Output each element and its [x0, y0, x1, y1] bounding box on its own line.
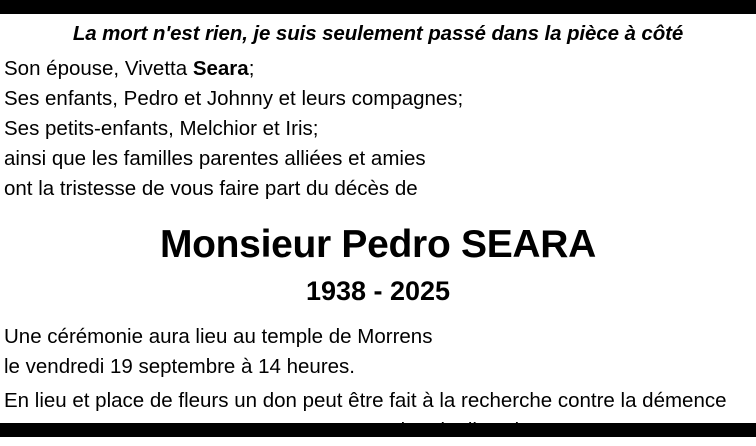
- spouse-suffix-text: ;: [248, 57, 255, 80]
- deceased-name: Monsieur Pedro SEARA: [159, 223, 597, 266]
- family-line-children: Ses enfants, Pedro et Johnny et leurs compagnes;: [4, 87, 464, 110]
- family-block: [4, 54, 752, 204]
- life-dates: 1938 - 2025: [305, 276, 451, 306]
- spouse-prefix-text: Son épouse, Vivetta: [4, 57, 193, 80]
- spouse-surname-text: Seara: [192, 57, 249, 80]
- family-line-spouse: [4, 54, 752, 84]
- epigraph-quote: La mort n'est rien, je suis seulement passé dans la pièce à côté: [72, 22, 684, 45]
- notice-content: [0, 14, 756, 423]
- ceremony-block: [4, 322, 752, 382]
- bottom-rule-divider: [0, 423, 756, 437]
- family-line-announcement: ont la tristesse de vous faire part du décès de: [4, 177, 418, 200]
- ceremony-place: Une cérémonie aura lieu au temple de Morrens: [4, 325, 433, 348]
- ceremony-time: le vendredi 19 septembre à 14 heures.: [4, 355, 356, 378]
- family-line-relatives: ainsi que les familles parentes alliées et amies: [4, 147, 426, 170]
- donation-block: [4, 386, 752, 446]
- family-line-grandchildren: Ses petits-enfants, Melchior et Iris;: [4, 117, 319, 140]
- top-rule-divider: [0, 0, 756, 14]
- donation-text: En lieu et place de fleurs un don peut être fait à la recherche contre la démence: [4, 389, 727, 412]
